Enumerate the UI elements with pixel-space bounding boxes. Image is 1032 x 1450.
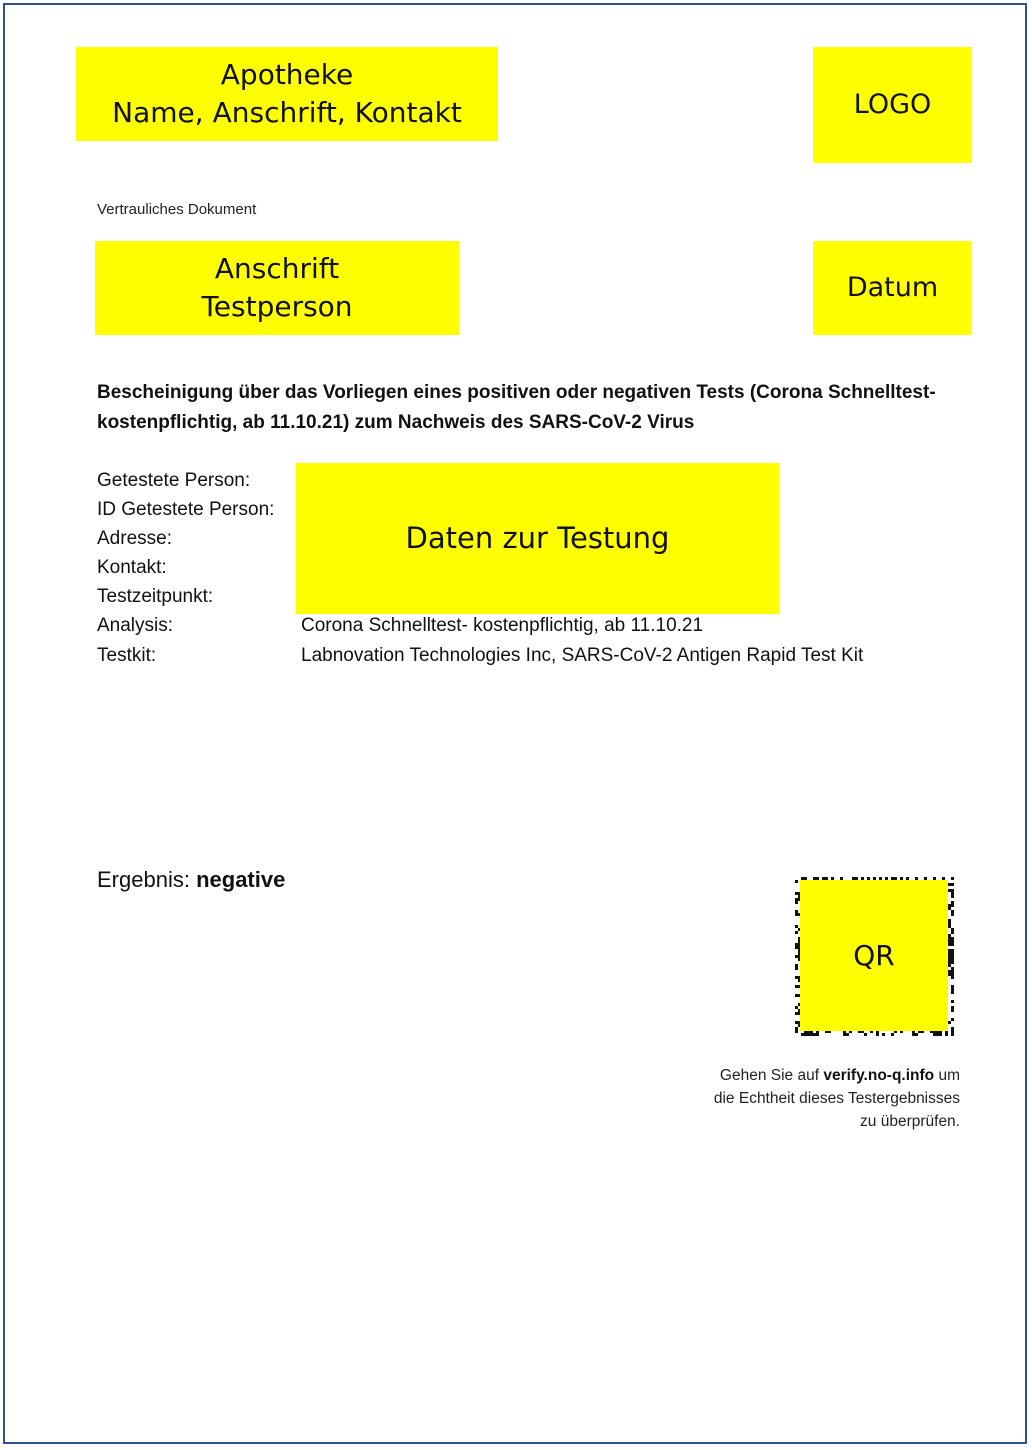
qr-placeholder: QR [800, 880, 948, 1031]
field-label: Kontakt: [97, 557, 167, 578]
verify-suffix: um [938, 1067, 960, 1084]
test-data-placeholder: Daten zur Testung [296, 463, 779, 614]
field-label: Analysis: [97, 615, 174, 636]
confidential-label: Vertrauliches Dokument [97, 201, 257, 218]
result-line [97, 867, 285, 893]
verify-prefix: Gehen Sie auf [719, 1067, 820, 1084]
document-heading: Bescheinigung über das Vorliegen eines positiven oder negativen Tests (Corona Schnelltest- kostenpflichtig, ab 11.10.21) zum Nachweis des SARS-CoV-2 Virus [97, 382, 936, 433]
verify-note [620, 1064, 960, 1133]
result-value: negative [196, 867, 286, 892]
field-label: Getestete Person: [97, 470, 251, 491]
field-label: ID Getestete Person: [97, 499, 275, 520]
field-label: Testkit: [97, 645, 157, 666]
date-placeholder: Datum [813, 241, 972, 335]
logo-placeholder: LOGO [813, 47, 972, 163]
field-label: Testzeitpunkt: [97, 586, 214, 607]
page-frame [3, 3, 1027, 1444]
result-label: Ergebnis: [97, 867, 190, 892]
verify-link[interactable]: verify.no-q.info [823, 1067, 935, 1084]
pharmacy-placeholder: Apotheke Name, Anschrift, Kontakt [76, 47, 498, 141]
field-value: Labnovation Technologies Inc, SARS-CoV-2 Antigen Rapid Test Kit [301, 645, 864, 666]
verify-line-3: zu überprüfen. [860, 1113, 960, 1130]
field-value: Corona Schnelltest- kostenpflichtig, ab 11.10.21 [301, 615, 704, 636]
field-label: Adresse: [97, 528, 172, 549]
verify-line-2: die Echtheit dieses Testergebnisses [713, 1090, 960, 1107]
recipient-address-placeholder: Anschrift Testperson [95, 241, 459, 335]
